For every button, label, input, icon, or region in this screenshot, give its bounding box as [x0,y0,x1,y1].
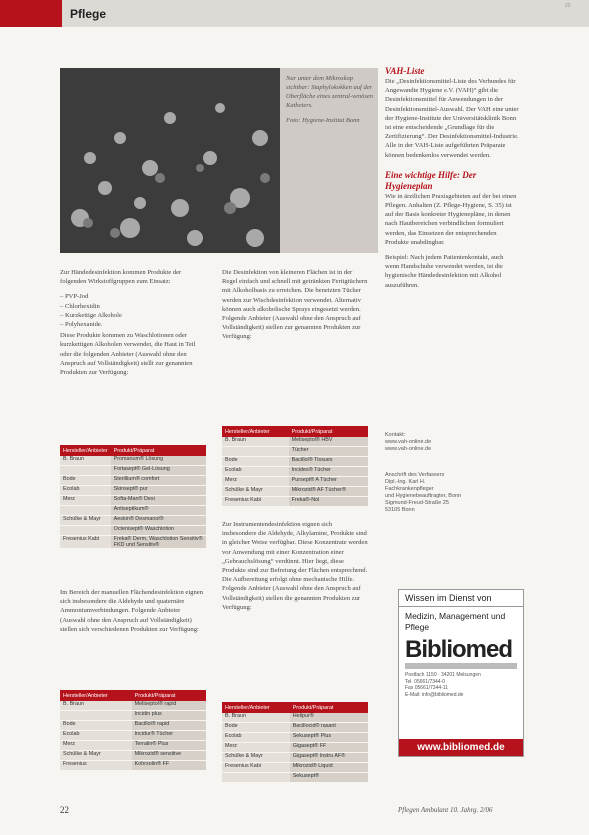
caption-credit: Foto: Hygiene-Institut Bonn [286,117,360,124]
table-cell: Incides® Tücher [289,467,368,477]
ingredient-item: – Polyhexanide. [60,321,103,329]
body-paragraph: Diese Produkte kommen zu Waschlotionen oder kurzkettigen Alkoholen verwendet, die Haut in Teil oder die folgenden Anbieter (Auswahl ohne den Anspruch auf Vollständigkeit) stellt zur genannten Produkten zur Verfügung: [60,332,196,377]
contact-line[interactable]: www.vah-online.de [385,446,432,452]
bibliomed-logo: Bibliomed [405,636,513,663]
table-cell [222,447,289,457]
table-row [60,506,206,516]
table-row [222,467,368,477]
table-cell: Aeskin® Desmanol® [111,516,206,526]
table-row [222,487,368,497]
ad-website-link[interactable]: www.bibliomed.de [399,739,523,756]
table-row [222,753,368,763]
table-cell: Merz [60,741,132,751]
table-cell: Meliseptol® rapid [132,701,206,711]
author-block [385,472,519,514]
table-row [60,721,206,731]
table-row [60,711,206,721]
caption-text: Nur unter dem Mikroskop sichtbar: Staphylokokken auf der Oberfläche eines zentral-venösen Katheters. [286,75,374,109]
figure-caption [286,74,374,125]
table-cell: Gigasept® Instru AF® [290,753,368,763]
table-cell: Merz [222,477,289,487]
table-cell: Bode [222,723,290,733]
table-row [60,536,206,549]
table-cell: Schülke & Mayr [60,516,111,526]
table-row [222,457,368,467]
product-table-wipes [222,426,368,507]
table-cell: Kohrsolin® FF [132,761,206,771]
author-line: Sigmund-Freud-Straße 25 [385,500,449,506]
ad-tagline: Wissen im Dienst von [399,590,523,607]
left-column [60,268,206,383]
table-row [60,751,206,761]
table-row [222,733,368,743]
middle-column [222,268,368,348]
table-cell [222,773,290,783]
bacteria-image [60,68,280,253]
table-cell: Bode [60,476,111,486]
table-cell: Bacillol® rapid [132,721,206,731]
contact-label: Kontakt: [385,432,406,438]
table-row [222,773,368,783]
ingredient-item: – Chlorhexidin [60,302,100,310]
table-cell: Meliseptol® HBV [289,437,368,447]
table-cell: Softa-Man® Desi [111,496,206,506]
table-header: Produkt/Präparat [290,702,368,713]
ingredient-item: – PVP-Jod [60,293,89,301]
author-line: Fachkrankenpfleger [385,486,434,492]
vah-heading: VAH-Liste [385,66,425,76]
table-cell: Bode [60,721,132,731]
table-cell [60,711,132,721]
ad-address-line: Tel. 05661/7344-0 [405,678,446,685]
table-row [222,437,368,447]
table-cell: Bacillol® Tissues [289,457,368,467]
product-table-instruments [222,702,368,783]
example-paragraph: Beispiel: Nach jedem Patientenkontakt, auch wenn Handschuhe verwendet werden, ist die hygienische Händedesinfektion mit Alkohol auszuführen. [385,254,504,289]
table-cell: Skinsept® pur [111,486,206,496]
ad-address-line: Fax 05661/7344-11 [405,685,448,691]
header-bar [62,0,589,27]
table-cell: B. Braun [222,437,289,447]
table-cell: Terralin® Plus [132,741,206,751]
author-line: Dipl.-Ing. Karl H. [385,479,426,485]
table-header: Produkt/Präparat [289,426,368,437]
author-line: 53105 Bonn [385,507,415,513]
table-cell: Promanum® Lösung [111,456,206,466]
product-table-hands [60,445,206,549]
table-cell: Bacillocid® rasant [290,723,368,733]
table-cell: Tücher [289,447,368,457]
table-cell: Fortasept® Gel-Lösung [111,466,206,476]
table-row [222,497,368,507]
table-cell: B. Braun [60,701,132,711]
table-row [60,496,206,506]
table-cell: Sekusept® [290,773,368,783]
table-row [222,723,368,733]
table-cell: Ecolab [60,486,111,496]
surface-paragraph [60,588,206,640]
table-cell: Merz [222,743,290,753]
instrument-paragraph [222,520,368,618]
ad-subtitle: Medizin, Management und Pflege [405,611,506,632]
intro-paragraph: Zur Händedesinfektion kommen Produkte der folgenden Wirkstoffgruppen zum Einsatz: [60,269,182,286]
table-cell: Incidin plus [132,711,206,721]
table-cell: Freka®-Nol [289,497,368,507]
table-cell: Octenisept® Waschlotion [111,526,206,536]
microscope-photo [60,68,280,253]
table-header: Hersteller/Anbieter [60,445,111,456]
table-header: Produkt/Präparat [111,445,206,456]
table-cell: Gigasept® FF [290,743,368,753]
table-row [222,447,368,457]
table-cell: Bode [222,457,289,467]
table-cell: Ecolab [222,733,290,743]
table-row [60,701,206,711]
table-row [60,476,206,486]
table-cell: Incidur® Tücher [132,731,206,741]
table-row [222,763,368,773]
product-table-surface [60,690,206,771]
hygieneplan-heading: Eine wichtige Hilfe: Der Hygieneplan [385,169,477,191]
surface-text: Im Bereich der manuellen Flächendesinfektion eignen sich insbesondere die Aldehyde und quaternäre Ammoniumverbindungen. Folgende Anbieter (Auswahl ohne den Anspruch auf Vollständigkeit) stellen sich verschiedenen Produkten zur Verfügung: [60,589,203,633]
table-cell: Ecolab [222,467,289,477]
contact-block [385,432,519,453]
table-cell: Sekusept® Plus [290,733,368,743]
table-header: Hersteller/Anbieter [222,702,290,713]
page-number: 22 [60,805,69,815]
table-cell: Schülke & Mayr [222,487,289,497]
corner-mark: 29 [565,3,571,9]
table-row [60,516,206,526]
vah-paragraph: Die „Desinfektionsmittel-Liste des Verbundes für Angewandte Hygiene e.V. (VAH)“ gibt die Desinfektionsmittel für Anwendungen in der Desinfektionsmittel-Auswahl. Der VAH eine unter der Hygiene-Institute der Universitätsklinik Bonn ist eine entscheidende „Grundlage für die Zertifizierung“. Der Desinfektionsmittel-Industrie. Alle in der VAH-Liste aufgeführten Präparate können bedenkenlos verwendet werden. [385,78,519,159]
table-header: Hersteller/Anbieter [60,690,132,701]
table-header: Produkt/Präparat [132,690,206,701]
ingredient-item: – Kurzkettige Alkohole [60,311,122,319]
table-cell: Fresenius [60,761,132,771]
table-row [60,486,206,496]
table-cell: Schülke & Mayr [60,751,132,761]
contact-line[interactable]: www.vah-online.de [385,439,432,445]
table-cell: Mikrozid® AF Tücher® [289,487,368,497]
ad-address-line: E-Mail: info@bibliomed.de [405,691,464,698]
table-row [60,741,206,751]
table-cell: Mikrozid® sensitive [132,751,206,761]
wipe-paragraph: Die Desinfektion von kleineren Flächen ist in der Regel einfach und schnell mit getränkten Fertigtüchern mit Alkoholbasis zu erreichen. Die benetzten Tücher werden zur Wischdesinfektion verwendet. Alternativ können auch alkoholische Sprays eingesetzt werden. Folgende Anbieter (Auswahl ohne den Anspruch auf Vollständigkeit) stellen zur genannten Produkten zur Verfügung: [222,269,368,341]
table-row [222,743,368,753]
table-cell: Sterillium® comfort [111,476,206,486]
hygieneplan-paragraph: Wie in ärztlichen Praxisgebieten auf der bei einen Pflegen. Anhalten (Z. Pflege-Hygiene, S. 35) ist auf der Basis konkreter Hygienepläne, in denen nach Hautbereichen verbindlichen formuliert werden, das Einsetzen der entsprechenden Produkte unabdingbar. [385,192,517,246]
section-title: Pflege [70,7,107,21]
bibliomed-ad[interactable] [398,589,524,757]
table-cell: Freka® Derm, Waschlotion Sensitiv® FKD und Sensitiv® [111,536,206,549]
table-cell: Schülke & Mayr [222,753,290,763]
table-row [60,761,206,771]
table-row [60,526,206,536]
ad-address [399,669,523,701]
table-cell: Pursept® A Tücher [289,477,368,487]
table-cell: Antiseptikum® [111,506,206,516]
table-row [222,477,368,487]
table-cell: B. Braun [222,713,290,723]
table-cell: B. Braun [60,456,111,466]
table-row [60,466,206,476]
table-row [60,731,206,741]
right-column [385,66,519,296]
author-line: und Hygienebeauftragter, Bonn [385,493,462,499]
author-line: Anschrift des Verfassers [385,472,445,478]
table-header: Hersteller/Anbieter [222,426,289,437]
table-row [60,456,206,466]
header-red-block [0,0,62,27]
table-cell [60,506,111,516]
table-cell: Mikrozid® Liquid [290,763,368,773]
footer-source: Pflegen Ambulant 10. Jahrg. 2/06 [398,806,493,814]
table-cell: Fresenius Kabi [222,763,290,773]
table-cell [60,466,111,476]
table-cell: Helipur® [290,713,368,723]
table-row [222,713,368,723]
table-cell [60,526,111,536]
table-cell: Merz [60,496,111,506]
table-cell: Fresenius Kabi [222,497,289,507]
ad-address-line: Postfach 1150 · 34201 Melsungen [405,672,481,678]
instrument-text: Zur Instrumentendesinfektion eignen sich insbesondere die Aldehyde, Alkylamine, Produkte sind in gleicher Weise verfügbar. Diese Konzentrate werden vor Anwendung mit einer Konzentration einer „Gebrauchslösung“ verdünnt. Hier liegt, diese Produkte sind zur Befreiung der Flächen entsprechend. Die Aufbereitung erfolgt ohne mechanische Hilfe. Folgende Anbieter (Auswahl ohne den Anspruch auf Vollständigkeit) stellen die genannten Produkten zur Verfügung: [222,521,368,611]
table-cell: Ecolab [60,731,132,741]
table-cell: Fresenius Kabi [60,536,111,549]
